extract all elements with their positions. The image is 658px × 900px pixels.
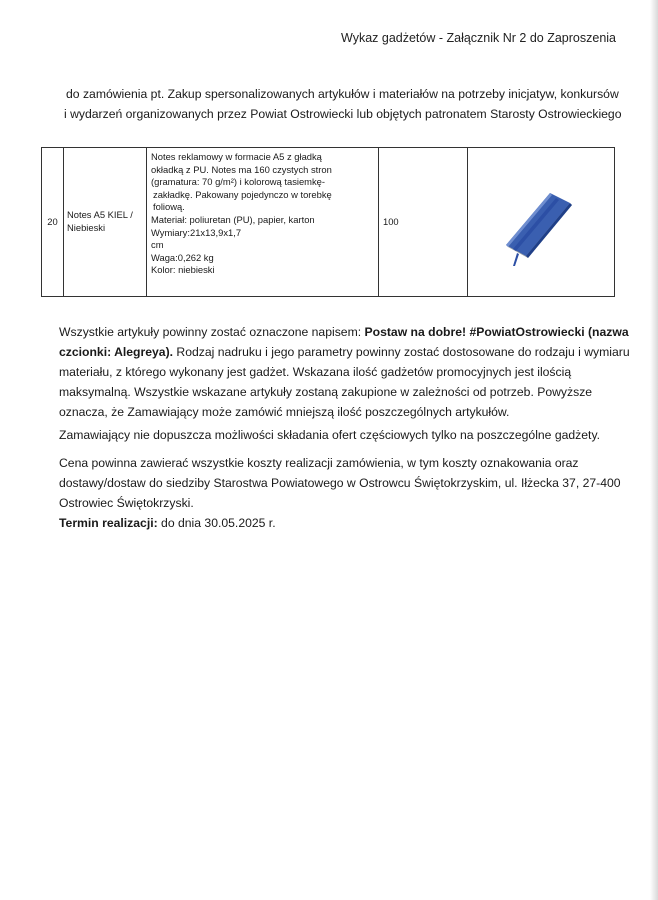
page-header: Wykaz gadżetów - Załącznik Nr 2 do Zaproszenia (341, 31, 616, 45)
item-name-line-2: Niebieski (67, 222, 106, 233)
paragraph-line: Cena powinna zawierać wszystkie koszty realizacji zamówienia, w tym koszty oznakowania oraz (59, 456, 579, 470)
item-number-cell: 20 (42, 148, 64, 297)
description-line: (gramatura: 70 g/m²) i kolorową tasiemkę- (151, 176, 326, 188)
paragraph-marking (59, 322, 629, 422)
description-line: Wymiary:21x13,9x1,7 (151, 226, 242, 238)
paragraph-line: dostawy/dostaw do siedziby Starostwa Powiatowego w Ostrowcu Świętokrzyskim, ul. Iłżecka 37, 27-400 (59, 476, 621, 490)
intro-text (66, 84, 626, 124)
blue-notebook-icon (486, 165, 596, 275)
item-name-line-1: Notes A5 KIEL / (67, 209, 133, 221)
font-name: czcionki: Alegreya). (59, 345, 174, 359)
marking-slogan: Postaw na dobre! #PowiatOstrowiecki (nazwa (364, 325, 629, 339)
description-line: Notes reklamowy w formacie A5 z gładką (151, 151, 322, 162)
item-description-cell (147, 148, 379, 297)
deadline-line (59, 513, 629, 533)
paragraph-line: maksymalną. Wszystkie wskazane artykuły zostaną zakupione w zależności od potrzeb. Powyższe (59, 385, 593, 399)
item-name-cell (64, 148, 147, 297)
description-line: cm (151, 239, 164, 251)
paragraph-line: oznacza, że Zamawiający może zamówić mniejszą ilość poszczególnych artykułów. (59, 405, 510, 419)
paragraph-line: Ostrowiec Świętokrzyski. (59, 496, 194, 510)
deadline-value: do dnia 30.05.2025 r. (157, 516, 276, 530)
intro-line-1: do zamówienia pt. Zakup spersonalizowanych artykułów i materiałów na potrzeby inicjatyw, konkursów (66, 87, 619, 101)
deadline-label: Termin realizacji: (59, 516, 158, 530)
item-quantity-cell: 100 (379, 148, 468, 297)
paragraph-line (59, 342, 629, 362)
paragraph-line: Zamawiający nie dopuszcza możliwości składania ofert częściowych tylko na poszczególne gadżety. (59, 428, 601, 442)
description-line: zakładkę. Pakowany pojedynczo w torebkę (153, 188, 332, 200)
table-row (42, 148, 615, 297)
intro-line-2: i wydarzeń organizowanych przez Powiat Ostrowiecki lub objętych patronatem Starosty Ostrowieckiego (64, 107, 622, 121)
gadget-table (41, 147, 615, 297)
paragraph-partial-offers (59, 425, 629, 445)
description-line: okładką z PU. Notes ma 160 czystych stron (151, 163, 332, 175)
page-edge-shadow (650, 0, 658, 900)
paragraph-line (59, 322, 629, 342)
marking-intro: Wszystkie artykuły powinny zostać oznaczone napisem: (59, 325, 365, 339)
paragraph-pricing (59, 453, 629, 533)
item-image-cell (468, 148, 615, 297)
description-line: foliową. (153, 201, 185, 213)
paragraph-line: materiału, z którego wykonany jest gadżet. Wskazana ilość gadżetów promocyjnych jest ilością (59, 365, 572, 379)
print-requirements: Rodzaj nadruku i jego parametry powinny zostać dostosowane do rodzaju i wymiaru (173, 345, 630, 359)
description-line: Waga:0,262 kg (151, 251, 214, 263)
description-line: Kolor: niebieski (151, 264, 215, 276)
description-line: Materiał: poliuretan (PU), papier, karton (151, 213, 315, 225)
